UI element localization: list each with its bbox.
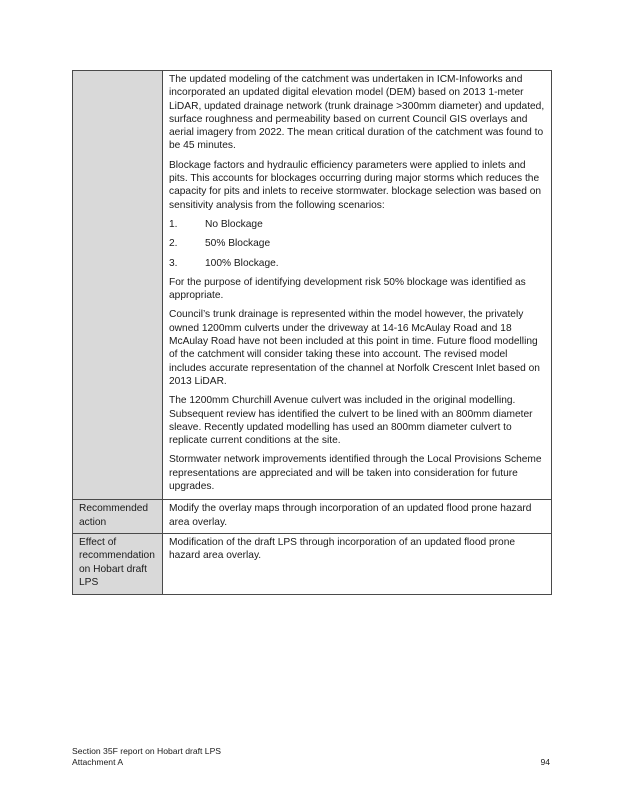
effect-of-recommendation-cell: Modification of the draft LPS through incorporation of an updated flood prone hazard area overlay. bbox=[163, 533, 552, 594]
table-row-recommended-action bbox=[73, 500, 552, 534]
paragraph-updated-modeling: The updated modeling of the catchment was undertaken in ICM-Infoworks and incorporated an updated digital elevation model (DEM) based on 2013 1-meter LiDAR, updated drainage network (trunk drainage >300mm diameter) and updated, surface roughness and permeability based on current Council GIS overlays and aerial imagery from 2022. The mean critical duration of the catchment was found to be 45 minutes. bbox=[169, 74, 545, 152]
footer-attachment: Attachment A bbox=[72, 757, 124, 767]
list-item bbox=[169, 218, 545, 231]
response-table bbox=[72, 70, 552, 595]
table-row-modelling-details bbox=[73, 71, 552, 500]
list-item-text: 100% Blockage. bbox=[205, 257, 279, 269]
list-item-text: 50% Blockage bbox=[205, 238, 271, 250]
paragraph-blockage-factors: Blockage factors and hydraulic efficiency parameters were applied to inlets and pits. This accounts for blockages occurring during major storms which reduces the capacity for pits and inlets to receive stormwater. blockage selection was based on sensitivity analysis from the following scenarios: bbox=[169, 159, 542, 211]
footer-report-title: Section 35F report on Hobart draft LPS bbox=[72, 746, 222, 756]
row-label-recommended-action: Recommended action bbox=[73, 500, 163, 534]
page-footer bbox=[72, 746, 550, 768]
recommended-action-cell: Modify the overlay maps through incorporation of an updated flood prone hazard area overlay. bbox=[163, 500, 552, 534]
row-label-empty bbox=[73, 71, 163, 500]
page-number: 94 bbox=[540, 757, 550, 767]
paragraph-trunk-drainage: Council’s trunk drainage is represented within the model however, the privately owned 1200mm culverts under the driveway at 14-16 McAulay Road and 18 McAulay Road have not been included at this point in time. Future flood modelling of the catchment will consider taking these into account. The revised model includes accurate representation of the channel at Norfolk Crescent Inlet based on 2013 LiDAR. bbox=[169, 309, 540, 387]
row-label-effect-of-recommendation: Effect of recommendation on Hobart draft LPS bbox=[73, 533, 163, 594]
paragraph-network-improvements: Stormwater network improvements identified through the Local Provisions Scheme representations are appreciated and will be taken into consideration for future upgrades. bbox=[169, 454, 542, 493]
list-item-number: 1. bbox=[169, 218, 178, 230]
list-item-number: 3. bbox=[169, 257, 178, 269]
paragraph-development-risk: For the purpose of identifying development risk 50% blockage was identified as appropriate. bbox=[169, 276, 526, 302]
list-item-text: No Blockage bbox=[205, 218, 263, 230]
list-item-number: 2. bbox=[169, 238, 178, 250]
list-item bbox=[169, 237, 545, 250]
modelling-details-cell bbox=[163, 71, 552, 500]
paragraph-churchill-culvert: The 1200mm Churchill Avenue culvert was included in the original modelling. Subsequent review has identified the culvert to be lined with an 800mm diameter sleave. Recently updated modelling has used an 800mm diameter culvert to replicate current conditions at the site. bbox=[169, 395, 533, 447]
table-row-effect-of-recommendation bbox=[73, 533, 552, 594]
list-item bbox=[169, 257, 545, 270]
